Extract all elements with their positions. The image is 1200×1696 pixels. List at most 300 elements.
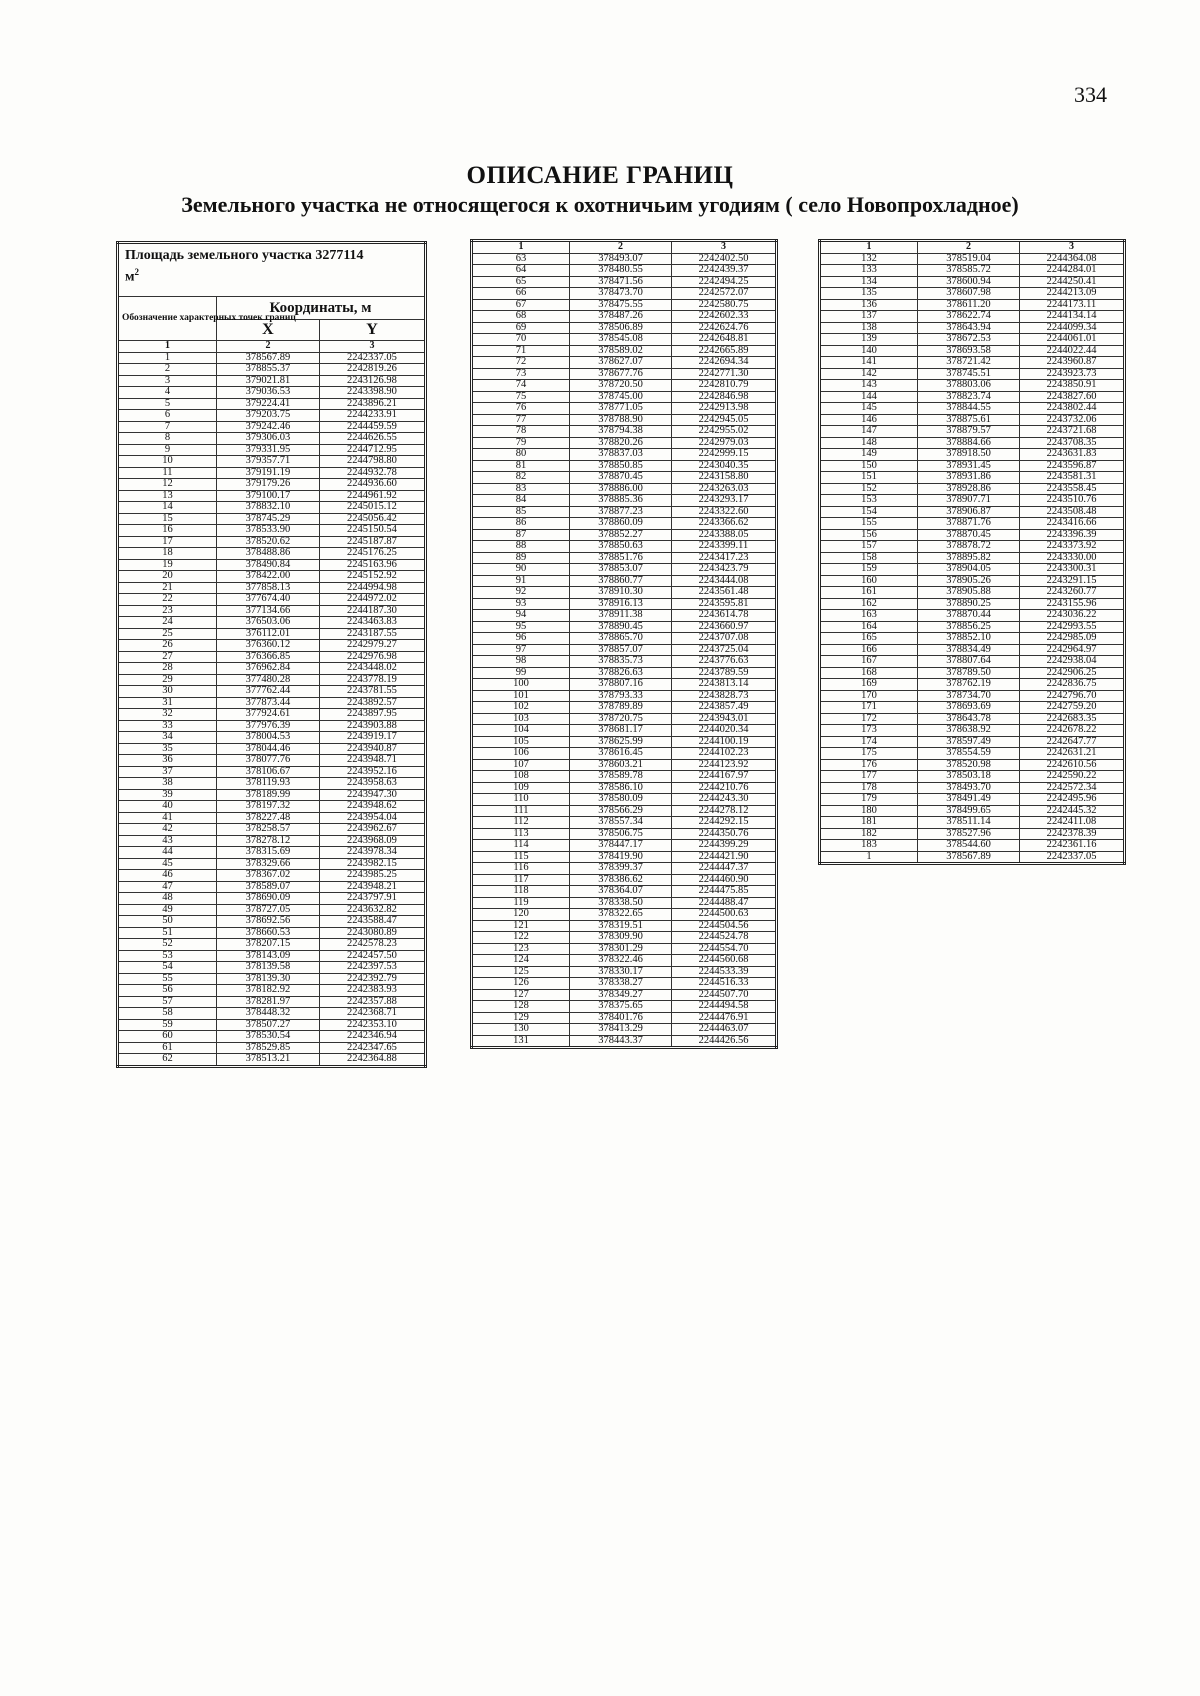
coord-x: 378182.92 [216,985,319,997]
coord-y: 2244476.91 [672,1012,777,1024]
point-number: 148 [820,437,918,449]
point-number: 44 [118,847,217,859]
coord-y: 2244533.39 [672,966,777,978]
coord-y: 2242678.22 [1020,725,1125,737]
coord-x: 378877.23 [570,506,672,518]
point-number: 103 [472,713,570,725]
coord-y: 2244475.85 [672,886,777,898]
coord-x: 378878.72 [918,541,1020,553]
table-row [472,955,777,967]
table-row [472,299,777,311]
coord-y: 2243561.48 [672,587,777,599]
coords-header: Координаты, м [216,297,425,320]
point-number: 1 [118,352,217,364]
coord-x: 378870.45 [918,529,1020,541]
table-row [472,702,777,714]
coord-x: 378322.65 [570,909,672,921]
point-number: 169 [820,679,918,691]
point-number: 178 [820,782,918,794]
point-number: 122 [472,932,570,944]
point-number: 96 [472,633,570,645]
coord-x: 378488.86 [216,548,319,560]
table-row [820,667,1125,679]
coord-x: 378720.75 [570,713,672,725]
coord-x: 376503.06 [216,617,319,629]
coord-x: 378419.90 [570,851,672,863]
coord-y: 2243776.63 [672,656,777,668]
point-number: 120 [472,909,570,921]
table-row [472,1012,777,1024]
point-number: 40 [118,801,217,813]
point-number: 118 [472,886,570,898]
coord-y: 2243948.21 [319,881,425,893]
coord-y: 2242648.81 [672,334,777,346]
coord-x: 378865.70 [570,633,672,645]
coord-x: 378727.05 [216,904,319,916]
table-row [820,334,1125,346]
coord-y: 2242624.76 [672,322,777,334]
coord-x: 378207.15 [216,939,319,951]
point-number: 3 [118,375,217,387]
point-number: 105 [472,736,570,748]
coord-x: 378693.69 [918,702,1020,714]
table-row [820,725,1125,737]
point-number: 123 [472,943,570,955]
table-row [820,851,1125,864]
point-number: 65 [472,276,570,288]
point-number: 17 [118,536,217,548]
point-number: 171 [820,702,918,714]
point-number: 41 [118,812,217,824]
point-number: 72 [472,357,570,369]
coord-y: 2243943.01 [672,713,777,725]
table-row [820,644,1125,656]
coord-x: 378855.37 [216,364,319,376]
coord-y: 2243725.04 [672,644,777,656]
coord-x: 377858.13 [216,582,319,594]
table-row [472,541,777,553]
coord-x: 378745.29 [216,513,319,525]
coord-x: 378886.00 [570,483,672,495]
point-number: 25 [118,628,217,640]
point-number: 4 [118,387,217,399]
table-row [118,939,426,951]
point-number: 91 [472,575,570,587]
table-row [820,253,1125,265]
table-row [472,759,777,771]
coord-y: 2243827.60 [1020,391,1125,403]
coord-x: 378258.57 [216,824,319,836]
coord-x: 378885.36 [570,495,672,507]
coord-y: 2243322.60 [672,506,777,518]
point-number: 78 [472,426,570,438]
coord-x: 378895.82 [918,552,1020,564]
point-number: 175 [820,748,918,760]
coord-x: 378931.45 [918,460,1020,472]
table-row [820,736,1125,748]
coord-x: 378870.45 [570,472,672,484]
point-number: 88 [472,541,570,553]
coord-y: 2242572.34 [1020,782,1125,794]
point-number: 116 [472,863,570,875]
coord-x: 378527.96 [918,828,1020,840]
coord-y: 2244173.11 [1020,299,1125,311]
table-row [118,835,426,847]
coord-x: 378771.05 [570,403,672,415]
point-number: 166 [820,644,918,656]
table-row [118,1042,426,1054]
coord-x: 378603.21 [570,759,672,771]
table-row [820,403,1125,415]
coord-x: 378315.69 [216,847,319,859]
point-number: 94 [472,610,570,622]
coord-y: 2242347.65 [319,1042,425,1054]
coord-y: 2243903.88 [319,720,425,732]
coord-y: 2242572.07 [672,288,777,300]
point-number: 69 [472,322,570,334]
col-number: 2 [918,241,1020,254]
col-number: 3 [319,341,425,353]
coord-x: 378789.89 [570,702,672,714]
coord-y: 2242378.39 [1020,828,1125,840]
coord-y: 2243778.19 [319,674,425,686]
coord-x: 378375.65 [570,1001,672,1013]
table-row [472,437,777,449]
coord-y: 2242353.10 [319,1019,425,1031]
coord-y: 2243850.91 [1020,380,1125,392]
coord-x: 378852.10 [918,633,1020,645]
table-row [118,778,426,790]
table-row [118,410,426,422]
coord-x: 378788.90 [570,414,672,426]
point-number: 56 [118,985,217,997]
coord-x: 378520.62 [216,536,319,548]
coord-y: 2244123.92 [672,759,777,771]
coord-y: 2243260.77 [1020,587,1125,599]
coord-x: 378807.16 [570,679,672,691]
coord-x: 378544.60 [918,840,1020,852]
table-row [118,720,426,732]
coord-x: 378832.10 [216,502,319,514]
coord-y: 2243919.17 [319,732,425,744]
coord-x: 378413.29 [570,1024,672,1036]
coord-x: 378835.73 [570,656,672,668]
table-row [472,391,777,403]
coord-y: 2244061.01 [1020,334,1125,346]
coord-x: 378607.98 [918,288,1020,300]
point-number: 145 [820,403,918,415]
table-row [820,771,1125,783]
point-number: 92 [472,587,570,599]
coord-y: 2243036.22 [1020,610,1125,622]
coord-x: 376360.12 [216,640,319,652]
coord-y: 2243947.30 [319,789,425,801]
table-row [820,621,1125,633]
table-row [472,656,777,668]
table-row [472,817,777,829]
coord-x: 378520.98 [918,759,1020,771]
point-number: 19 [118,559,217,571]
coord-x: 378905.26 [918,575,1020,587]
coord-x: 378860.77 [570,575,672,587]
point-number: 85 [472,506,570,518]
point-number: 22 [118,594,217,606]
point-number: 125 [472,966,570,978]
coord-x: 376366.85 [216,651,319,663]
point-number: 86 [472,518,570,530]
coord-y: 2243080.89 [319,927,425,939]
coord-x: 378533.90 [216,525,319,537]
coord-y: 2243444.08 [672,575,777,587]
coord-y: 2244798.80 [319,456,425,468]
table-row [820,357,1125,369]
table-row [472,460,777,472]
coord-y: 2242578.23 [319,939,425,951]
point-number: 48 [118,893,217,905]
table-row [472,265,777,277]
point-number: 99 [472,667,570,679]
coord-y: 2245187.87 [319,536,425,548]
coord-y: 2244243.30 [672,794,777,806]
coord-x: 378884.66 [918,437,1020,449]
column-numbers-row [472,241,777,254]
coord-y: 2243373.92 [1020,541,1125,553]
coord-x: 378928.86 [918,483,1020,495]
table-row [472,863,777,875]
coord-y: 2244494.58 [672,1001,777,1013]
table-row [118,674,426,686]
coord-y: 2242631.21 [1020,748,1125,760]
point-number: 11 [118,467,217,479]
point-number: 115 [472,851,570,863]
coord-y: 2242495.96 [1020,794,1125,806]
point-number: 153 [820,495,918,507]
table-row [118,663,426,675]
point-number: 74 [472,380,570,392]
table-row [118,536,426,548]
coord-x: 378189.99 [216,789,319,801]
coord-x: 378499.65 [918,805,1020,817]
coord-x: 378309.90 [570,932,672,944]
point-number: 162 [820,598,918,610]
table-row [820,426,1125,438]
point-number: 39 [118,789,217,801]
coord-x: 378301.29 [570,943,672,955]
table-row [472,357,777,369]
table-row [118,548,426,560]
coord-y: 2243923.73 [1020,368,1125,380]
coord-x: 378734.70 [918,690,1020,702]
coord-x: 378401.76 [570,1012,672,1024]
point-number: 136 [820,299,918,311]
point-number: 77 [472,414,570,426]
table-row [118,962,426,974]
col-number: 2 [216,341,319,353]
coord-y: 2243158.80 [672,472,777,484]
table-row [472,805,777,817]
point-number: 149 [820,449,918,461]
coord-y: 2244516.33 [672,978,777,990]
point-number: 15 [118,513,217,525]
table-row [820,391,1125,403]
coord-y: 2244459.59 [319,421,425,433]
coord-x: 378338.50 [570,897,672,909]
coord-x: 378916.13 [570,598,672,610]
coord-x: 378554.59 [918,748,1020,760]
table-row [820,748,1125,760]
point-number: 66 [472,288,570,300]
coord-y: 2243558.45 [1020,483,1125,495]
coord-x: 378853.07 [570,564,672,576]
coord-y: 2244507.70 [672,989,777,1001]
point-number: 117 [472,874,570,886]
coord-x: 378507.27 [216,1019,319,1031]
coord-y: 2244350.76 [672,828,777,840]
coord-y: 2242964.97 [1020,644,1125,656]
point-number: 60 [118,1031,217,1043]
point-number: 167 [820,656,918,668]
coord-y: 2244500.63 [672,909,777,921]
point-number: 35 [118,743,217,755]
table-row [472,621,777,633]
coord-x: 379203.75 [216,410,319,422]
coord-y: 2242457.50 [319,950,425,962]
table-row [118,571,426,583]
coord-y: 2242796.70 [1020,690,1125,702]
coord-x: 378918.50 [918,449,1020,461]
coord-x: 378638.92 [918,725,1020,737]
coord-y: 2242397.53 [319,962,425,974]
coord-x: 378837.03 [570,449,672,461]
coord-x: 378319.51 [570,920,672,932]
table-row [472,886,777,898]
point-number: 135 [820,288,918,300]
coord-y: 2242337.05 [1020,851,1125,864]
point-number: 18 [118,548,217,560]
coord-x: 377134.66 [216,605,319,617]
table-row [472,552,777,564]
coord-x: 378597.49 [918,736,1020,748]
point-number: 134 [820,276,918,288]
coord-x: 378227.48 [216,812,319,824]
table-row [472,380,777,392]
coord-y: 2243789.59 [672,667,777,679]
coord-x: 378473.70 [570,288,672,300]
table-row [118,490,426,502]
table-row [118,732,426,744]
table-row [820,437,1125,449]
coord-x: 377762.44 [216,686,319,698]
coord-x: 378745.00 [570,391,672,403]
coord-x: 378529.85 [216,1042,319,1054]
point-number: 119 [472,897,570,909]
point-number: 158 [820,552,918,564]
coord-x: 378519.04 [918,253,1020,265]
table-row [118,766,426,778]
point-number: 76 [472,403,570,415]
point-number: 124 [472,955,570,967]
coord-x: 377674.40 [216,594,319,606]
point-number: 133 [820,265,918,277]
coord-x: 378850.85 [570,460,672,472]
coord-x: 378834.49 [918,644,1020,656]
table-row [472,874,777,886]
point-number: 9 [118,444,217,456]
col-number: 3 [1020,241,1125,254]
coord-x: 378386.62 [570,874,672,886]
table-row [820,702,1125,714]
coord-x: 378585.72 [918,265,1020,277]
table-row [472,253,777,265]
table-row [472,851,777,863]
coord-x: 378690.09 [216,893,319,905]
table-row [472,989,777,1001]
point-number: 38 [118,778,217,790]
coord-x: 378506.89 [570,322,672,334]
table-row [472,943,777,955]
table-row [118,847,426,859]
table-row [118,697,426,709]
table-row [118,421,426,433]
coord-x: 378197.32 [216,801,319,813]
point-number: 154 [820,506,918,518]
coord-x: 378850.63 [570,541,672,553]
point-number: 31 [118,697,217,709]
point-number: 14 [118,502,217,514]
table-row [118,801,426,813]
point-number: 93 [472,598,570,610]
coord-y: 2244278.12 [672,805,777,817]
point-number: 54 [118,962,217,974]
x-header: X [216,320,319,341]
coord-y: 2242683.35 [1020,713,1125,725]
coord-y: 2244020.34 [672,725,777,737]
table-row [820,368,1125,380]
coord-x: 378875.61 [918,414,1020,426]
table-row [472,679,777,691]
coord-y: 2242364.88 [319,1054,425,1067]
coord-y: 2243707.08 [672,633,777,645]
coord-y: 2242810.79 [672,380,777,392]
point-number: 143 [820,380,918,392]
coord-x: 378643.78 [918,713,1020,725]
coord-x: 379357.71 [216,456,319,468]
table-row [820,322,1125,334]
coord-y: 2242392.79 [319,973,425,985]
coord-x: 378330.17 [570,966,672,978]
table-row [472,495,777,507]
coord-y: 2243632.82 [319,904,425,916]
coord-x: 378329.66 [216,858,319,870]
coord-x: 378820.26 [570,437,672,449]
point-number: 90 [472,564,570,576]
coord-x: 378586.10 [570,782,672,794]
y-header: Y [319,320,425,341]
table-row [118,594,426,606]
coord-y: 2243781.55 [319,686,425,698]
coord-x: 378364.07 [570,886,672,898]
coord-y: 2243897.95 [319,709,425,721]
table-row [820,759,1125,771]
coord-y: 2243708.35 [1020,437,1125,449]
coord-x: 378627.07 [570,357,672,369]
point-number: 21 [118,582,217,594]
point-number: 180 [820,805,918,817]
table-row [118,709,426,721]
coord-y: 2244167.97 [672,771,777,783]
table-row [472,978,777,990]
coord-y: 2242993.55 [1020,621,1125,633]
